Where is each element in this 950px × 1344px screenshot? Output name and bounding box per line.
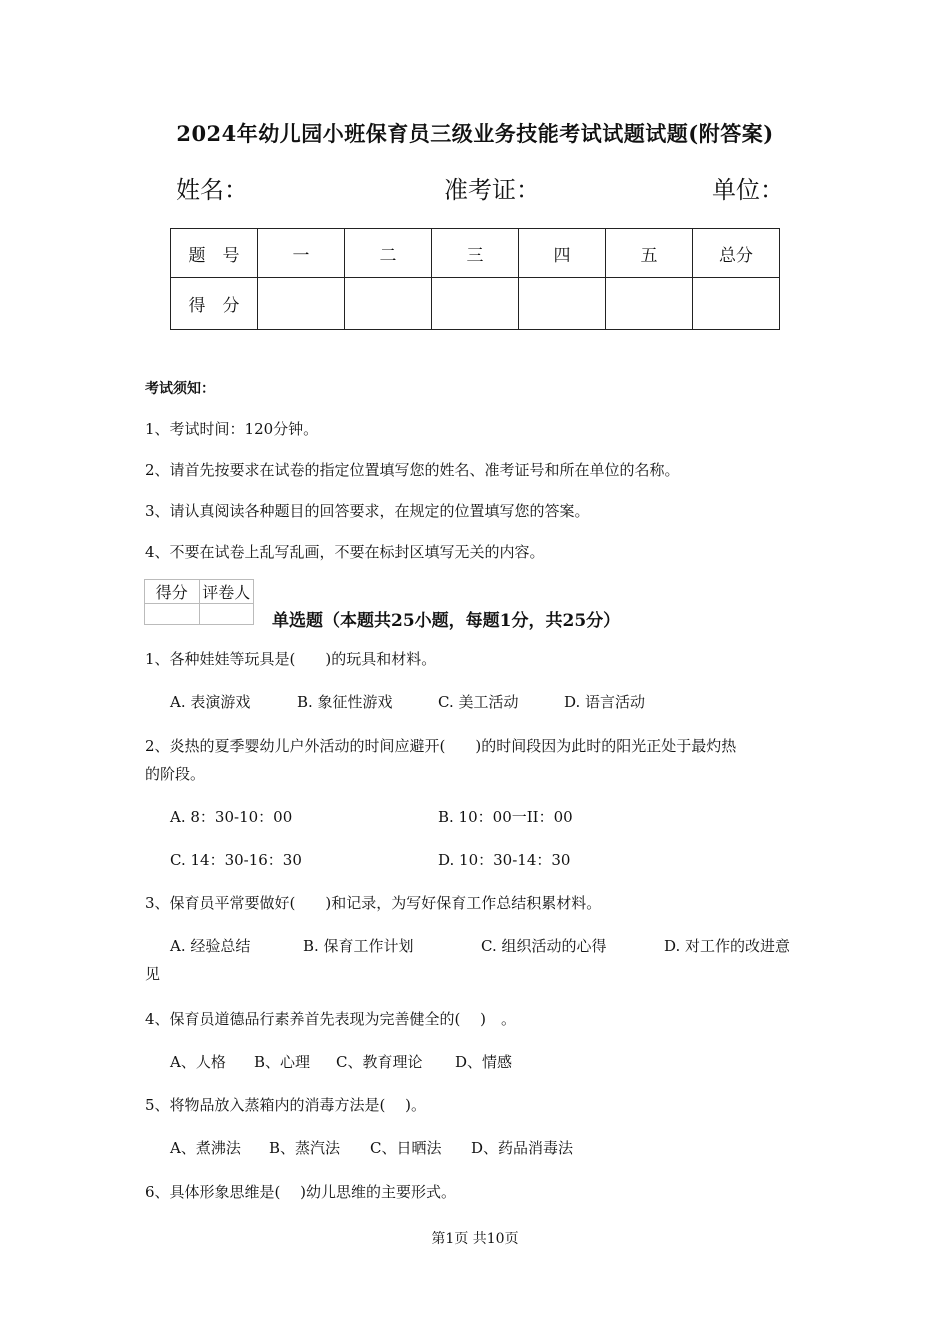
score-table (170, 228, 780, 330)
option[interactable]: B、心理 (254, 1053, 311, 1071)
candidate-fields (176, 170, 784, 204)
score-cell[interactable] (606, 278, 693, 330)
option[interactable]: D. 对工作的改进意 (664, 937, 791, 955)
option[interactable]: B. 10：00一II：00 (438, 808, 573, 826)
score-cell[interactable] (258, 278, 345, 330)
question-stem-continued: 的阶段。 (145, 765, 206, 783)
option[interactable]: D、药品消毒法 (471, 1139, 574, 1157)
question-stem: 1、各种娃娃等玩具是( )的玩具和材料。 (145, 650, 437, 668)
score-table-header-cell: 四 (519, 229, 606, 278)
score-cell[interactable] (345, 278, 432, 330)
question-stem: 2、炎热的夏季婴幼儿户外活动的时间应避开( )的时间段因为此时的阳光正处于最灼热 (145, 737, 737, 755)
question-stem: 5、将物品放入蒸箱内的消毒方法是( )。 (145, 1096, 427, 1114)
page-footer: 第1页 共10页 (431, 1231, 519, 1247)
option[interactable]: B. 保育工作计划 (303, 937, 414, 955)
score-table-header-row (171, 229, 780, 278)
score-table-header-cell: 题 号 (171, 229, 258, 278)
grader-score-cell[interactable] (145, 604, 200, 625)
option[interactable]: C. 美工活动 (438, 693, 519, 711)
grader-box (144, 579, 254, 625)
score-table-header-cell: 三 (432, 229, 519, 278)
option[interactable]: A. 经验总结 (170, 937, 251, 955)
option[interactable]: A. 8：30-10：00 (170, 808, 293, 826)
option[interactable]: B、蒸汽法 (269, 1139, 341, 1157)
option[interactable]: A、煮沸法 (170, 1139, 241, 1157)
notice-item: 2、请首先按要求在试卷的指定位置填写您的姓名、准考证号和所在单位的名称。 (145, 461, 680, 479)
option-wrap: 见 (145, 965, 161, 983)
score-table-header-cell: 一 (258, 229, 345, 278)
grader-reviewer-cell[interactable] (199, 604, 254, 625)
score-cell[interactable] (519, 278, 606, 330)
option[interactable]: C. 14：30-16：30 (170, 851, 302, 869)
option[interactable]: A. 表演游戏 (170, 693, 251, 711)
score-table-header-cell: 总分 (693, 229, 780, 278)
option[interactable]: C. 组织活动的心得 (481, 937, 607, 955)
question-stem: 4、保育员道德品行素养首先表现为完善健全的( ) 。 (145, 1010, 517, 1028)
option[interactable]: A、人格 (170, 1053, 226, 1071)
exam-title: 2024年幼儿园小班保育员三级业务技能考试试题试题(附答案) (176, 121, 774, 146)
option[interactable]: C、教育理论 (336, 1053, 423, 1071)
notice-item: 3、请认真阅读各种题目的回答要求，在规定的位置填写您的答案。 (145, 502, 590, 520)
option[interactable]: D. 语言活动 (564, 693, 646, 711)
name-field-label: 姓名： (176, 176, 248, 204)
notice-item: 4、不要在试卷上乱写乱画，不要在标封区填写无关的内容。 (145, 543, 545, 561)
score-table-header-cell: 二 (345, 229, 432, 278)
notice-heading: 考试须知： (145, 381, 215, 397)
grader-reviewer-label: 评卷人 (199, 580, 254, 604)
grader-score-label: 得分 (145, 580, 200, 604)
exam-id-field-label: 准考证： (444, 176, 540, 204)
notice-item: 1、考试时间：120分钟。 (145, 420, 319, 438)
question-stem: 6、具体形象思维是( )幼儿思维的主要形式。 (145, 1183, 457, 1201)
section-title: 单选题（本题共25小题，每题1分，共25分） (272, 611, 621, 631)
score-table-header-cell: 五 (606, 229, 693, 278)
score-row-label: 得 分 (171, 278, 258, 330)
unit-field-label: 单位： (712, 176, 784, 204)
question-stem: 3、保育员平常要做好( )和记录，为写好保育工作总结积累材料。 (145, 894, 602, 912)
option[interactable]: D、情感 (455, 1053, 513, 1071)
option[interactable]: D. 10：30-14：30 (438, 851, 571, 869)
option[interactable]: B. 象征性游戏 (297, 693, 393, 711)
score-table-score-row (171, 278, 780, 330)
score-cell[interactable] (693, 278, 780, 330)
score-cell[interactable] (432, 278, 519, 330)
option[interactable]: C、日晒法 (370, 1139, 442, 1157)
